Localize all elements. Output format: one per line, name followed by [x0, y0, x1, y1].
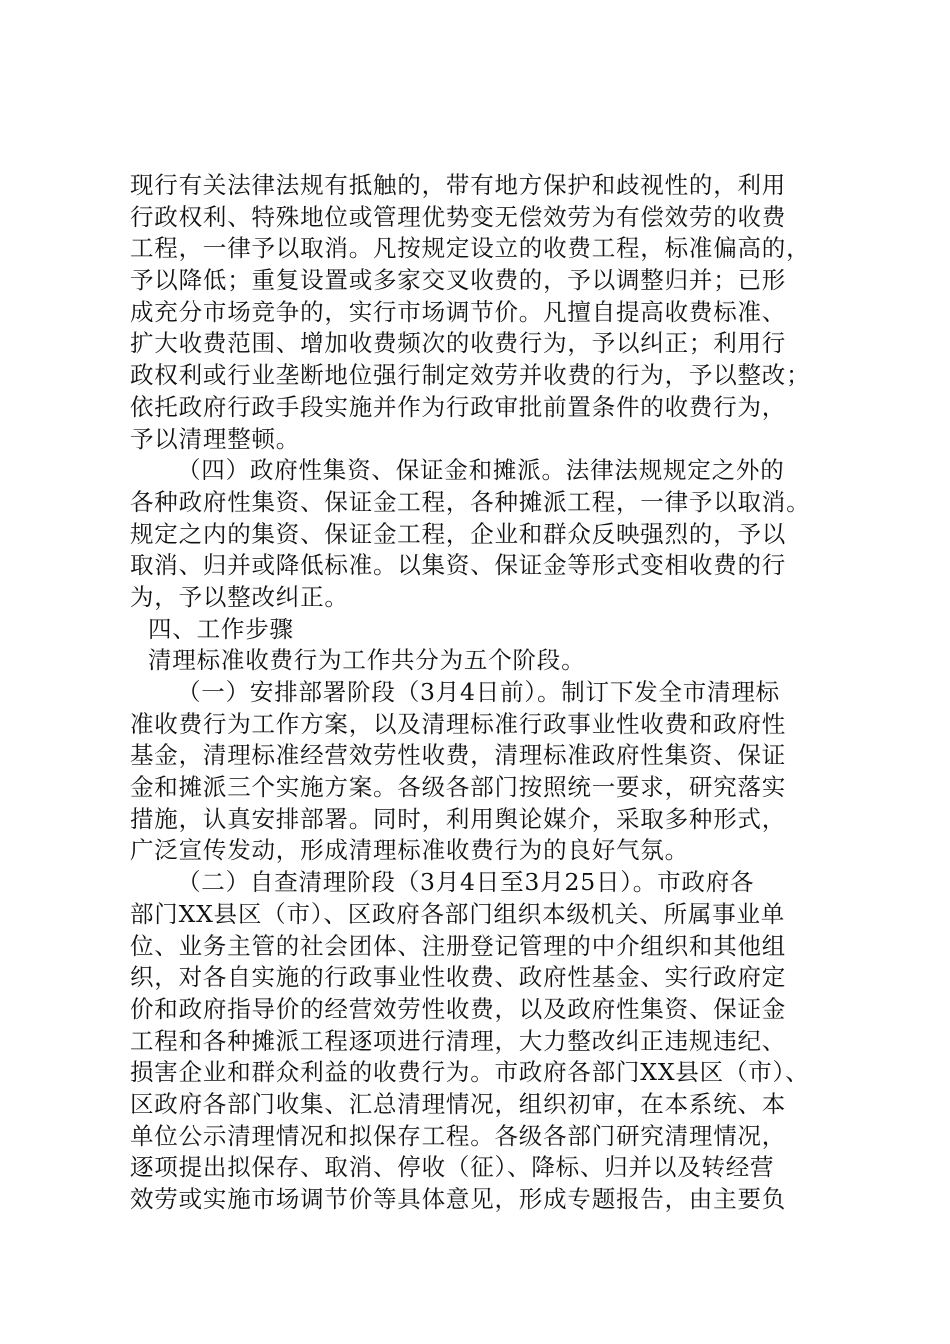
text-line: 单位公示清理情况和拟保存工程。各级各部门研究清理情况，: [130, 1121, 787, 1150]
paragraph-heading-line: （二）自查清理阶段（3月4日至3月25日）。市政府各: [177, 868, 755, 897]
text-line: 各种政府性集资、保证金工程，各种摊派工程，一律予以取消。: [130, 487, 811, 516]
text-line: 损害企业和群众利益的收费行为。市政府各部门XX县区（市）、: [130, 1058, 810, 1087]
text-line: 织，对各自实施的行政事业性收费、政府性基金、实行政府定: [130, 963, 787, 992]
text-line: 依托政府行政手段实施并作为行政审批前置条件的收费行为，: [130, 392, 787, 421]
text-line: 工程和各种摊派工程逐项进行清理，大力整改纠正违规违纪、: [130, 1026, 787, 1055]
text-line: 位、业务主管的社会团体、注册登记管理的中介组织和其他组: [130, 931, 787, 960]
text-line: 工程，一律予以取消。凡按规定设立的收费工程，标准偏高的，: [130, 234, 811, 263]
text-line: 行政权利、特殊地位或管理优势变无偿效劳为有偿效劳的收费: [130, 202, 787, 231]
text-line: 金和摊派三个实施方案。各级各部门按照统一要求，研究落实: [130, 773, 787, 802]
text-line: 取消、归并或降低标准。以集资、保证金等形式变相收费的行: [130, 551, 787, 580]
section-heading: 四、工作步骤: [148, 614, 294, 643]
text-line: 予以降低；重复设置或多家交叉收费的，予以调整归并；已形: [130, 266, 787, 295]
text-line: 予以清理整顿。: [130, 424, 301, 453]
text-line: 扩大收费范围、增加收费频次的收费行为，予以纠正；利用行: [130, 329, 787, 358]
text-line: 逐项提出拟保存、取消、停收（征）、降标、归并以及转经营: [130, 1153, 775, 1182]
text-line: 准收费行为工作方案，以及清理标准行政事业性收费和政府性: [130, 709, 787, 738]
text-line: 规定之内的集资、保证金工程，企业和群众反映强烈的，予以: [130, 519, 787, 548]
text-line: 价和政府指导价的经营效劳性收费，以及政府性集资、保证金: [130, 994, 787, 1023]
text-line: 广泛宣传发动，形成清理标准收费行为的良好气氛。: [130, 836, 689, 865]
text-line: 基金，清理标准经营效劳性收费，清理标准政府性集资、保证: [130, 741, 787, 770]
text-line: 措施，认真安排部署。同时，利用舆论媒介，采取多种形式，: [130, 804, 787, 833]
paragraph-heading-line: （四）政府性集资、保证金和摊派。法律法规规定之外的: [177, 456, 785, 485]
text-line: 部门XX县区（市）、区政府各部门组织本级机关、所属事业单: [130, 899, 786, 928]
document-body: [130, 170, 850, 1216]
text-line: 区政府各部门收集、汇总清理情况，组织初审，在本系统、本: [130, 1089, 787, 1118]
text-line: 成充分市场竞争的，实行市场调节价。凡擅自提高收费标准、: [130, 297, 787, 326]
text-line: 政权利或行业垄断地位强行制定效劳并收费的行为，予以整改；: [130, 361, 811, 390]
text-line: 效劳或实施市场调节价等具体意见，形成专题报告，由主要负: [130, 1185, 787, 1213]
text-line: 现行有关法律法规有抵触的，带有地方保护和歧视性的，利用: [130, 171, 787, 199]
text-line: 为，予以整改纠正。: [130, 582, 349, 611]
text-line: 清理标准收费行为工作共分为五个阶段。: [148, 646, 586, 675]
paragraph-heading-line: （一）安排部署阶段（3月4日前）。制订下发全市清理标: [177, 678, 780, 706]
